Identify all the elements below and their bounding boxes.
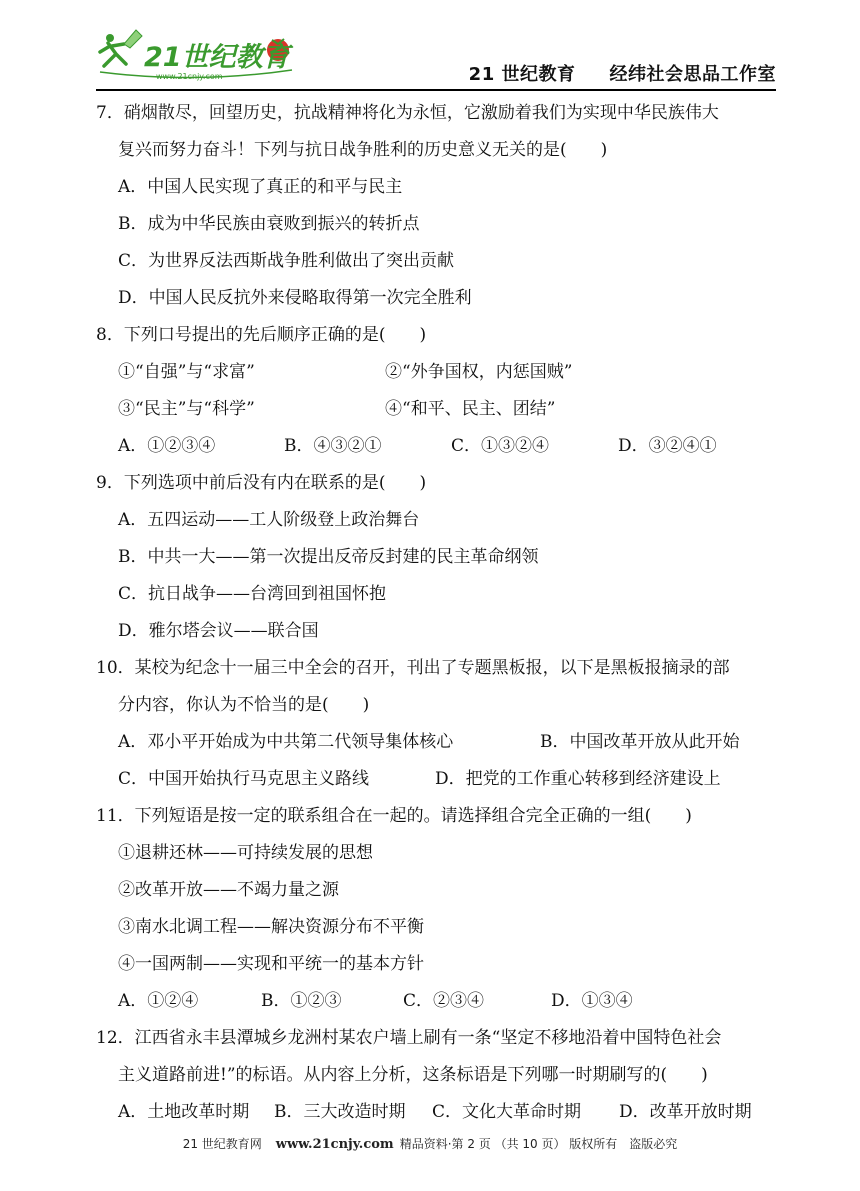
question-9-option-b: B．中共一大——第一次提出反帝反封建的民主革命纲领 [118, 547, 539, 567]
question-11-option-c: C．②③④ [403, 991, 485, 1011]
question-7-option-c: C．为世界反法西斯战争胜利做出了突出贡献 [118, 251, 455, 271]
question-11-option-a: A．①②④ [118, 991, 199, 1011]
question-8-item-3: ③“民主”与“科学” [118, 399, 255, 419]
question-9-option-a: A．五四运动——工人阶级登上政治舞台 [118, 510, 420, 530]
logo-url: www.21cnjy.com [156, 72, 223, 81]
question-11-stem: 11．下列短语是按一定的联系组合在一起的。请选择组合完全正确的一组( ) [96, 806, 692, 826]
question-8-item-4: ④“和平、民主、团结” [385, 399, 556, 419]
question-12-option-d: D．改革开放时期 [619, 1102, 752, 1122]
question-10-option-c: C．中国开始执行马克思主义路线 [118, 769, 370, 789]
question-7-option-a: A．中国人民实现了真正的和平与民主 [118, 177, 403, 197]
page-header [96, 26, 776, 90]
question-8-item-1: ①“自强”与“求富” [118, 362, 255, 382]
question-11-item-3: ③南水北调工程——解决资源分布不平衡 [118, 917, 424, 937]
question-12-option-a: A．土地改革时期 [118, 1102, 250, 1122]
header-title [469, 60, 776, 86]
question-10-option-a: A．邓小平开始成为中共第二代领导集体核心 [118, 732, 454, 752]
question-8-item-2: ②“外争国权，内惩国贼” [385, 362, 573, 382]
question-8-items-row-1 [118, 354, 786, 391]
question-8-option-a: A．①②③④ [118, 436, 216, 456]
org-name: 21 世纪教育 [468, 64, 576, 85]
question-7-option-b: B．成为中华民族由衰败到振兴的转折点 [118, 214, 420, 234]
question-8-options [118, 428, 786, 465]
question-10-stem-2: 分内容，你认为不恰当的是( ) [118, 695, 370, 715]
page-footer [0, 1135, 860, 1152]
question-8-option-c: C．①③②④ [451, 436, 550, 456]
question-12-stem-2: 主义道路前进!”的标语。从内容上分析，这条标语是下列哪一时期刷写的( ) [118, 1065, 708, 1085]
question-10-stem-1: 10．某校为纪念十一届三中全会的召开，刊出了专题黑板报，以下是黑板报摘录的部 [96, 658, 730, 678]
footer-page-info: 精品资料·第 2 页 （共 10 页） 版权所有 盗版必究 [399, 1137, 678, 1151]
question-9-option-d: D．雅尔塔会议——联合国 [118, 621, 319, 641]
footer-url[interactable]: www.21cnjy.com [275, 1137, 394, 1152]
logo [96, 26, 296, 84]
question-11-item-2: ②改革开放——不竭力量之源 [118, 880, 339, 900]
header-rule [96, 89, 776, 91]
question-8-stem: 8．下列口号提出的先后顺序正确的是( ) [96, 325, 427, 345]
question-8-option-b: B．④③②① [284, 436, 382, 456]
question-12-option-c: C．文化大革命时期 [432, 1102, 582, 1122]
question-7-stem-1: 7．硝烟散尽，回望历史，抗战精神将化为永恒，它激励着我们为实现中华民族伟大 [96, 103, 719, 123]
question-10-option-d: D．把党的工作重心转移到经济建设上 [435, 769, 721, 789]
question-9-option-c: C．抗日战争——台湾回到祖国怀抱 [118, 584, 387, 604]
question-12-stem-1: 12．江西省永丰县潭城乡龙洲村某农户墙上刷有一条“坚定不移地沿着中国特色社会 [96, 1028, 722, 1048]
question-11-item-1: ①退耕还林——可持续发展的思想 [118, 843, 373, 863]
question-10-option-b: B．中国改革开放从此开始 [540, 732, 740, 752]
question-7-option-d: D．中国人民反抗外来侵略取得第一次完全胜利 [118, 288, 472, 308]
question-11-option-b: B．①②③ [261, 991, 342, 1011]
question-11-item-4: ④一国两制——实现和平统一的基本方针 [118, 954, 424, 974]
question-10-options-row-2 [118, 761, 786, 798]
question-list [96, 95, 786, 1131]
footer-site-name: 21 世纪教育网 [182, 1137, 262, 1151]
question-9-stem: 9．下列选项中前后没有内在联系的是( ) [96, 473, 427, 493]
question-10-options-row-1 [118, 724, 786, 761]
studio-name: 经纬社会思品工作室 [609, 64, 776, 85]
question-8-option-d: D．③②④① [618, 436, 717, 456]
question-11-options [118, 983, 786, 1020]
question-11-option-d: D．①③④ [551, 991, 633, 1011]
logo-text: 21世纪教育 [144, 42, 290, 73]
question-12-options [118, 1094, 786, 1131]
question-12-option-b: B．三大改造时期 [274, 1102, 406, 1122]
question-8-items-row-2 [118, 391, 786, 428]
question-7-stem-2: 复兴而努力奋斗！下列与抗日战争胜利的历史意义无关的是( ) [118, 140, 608, 160]
